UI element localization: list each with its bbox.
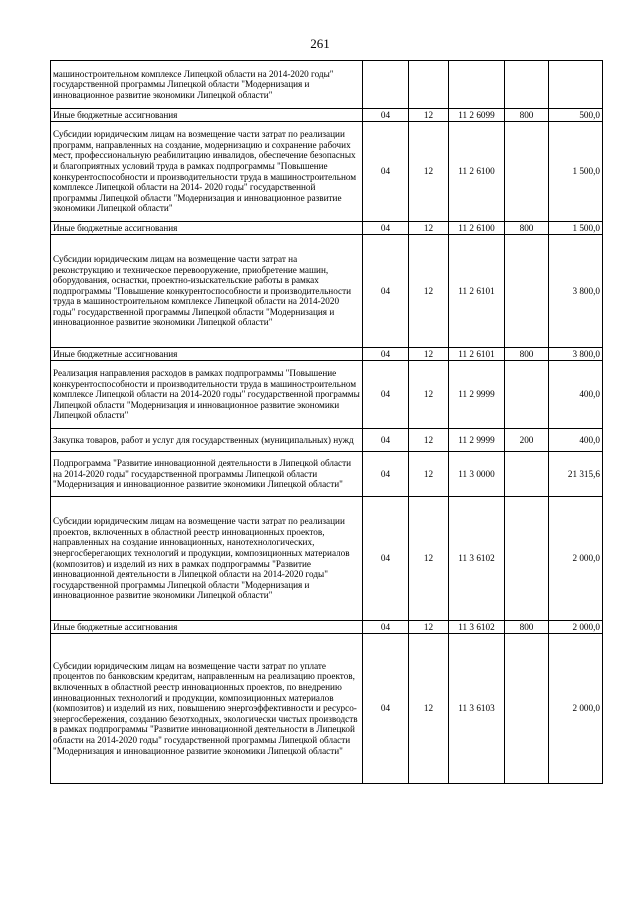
table-row [51,634,603,784]
expense-type-cell: 800 [505,621,549,634]
table-row [51,429,603,452]
target-article-cell: 11 2 6100 [449,222,505,235]
expense-name-cell: Иные бюджетные ассигнования [51,222,363,235]
subsection-code-cell: 12 [409,429,449,452]
amount-cell: 1 500,0 [549,122,603,222]
expense-name-cell: Иные бюджетные ассигнования [51,348,363,361]
table-row [51,452,603,497]
section-code-cell: 04 [363,109,409,122]
target-article-cell: 11 2 6100 [449,122,505,222]
target-article-cell: 11 2 9999 [449,429,505,452]
subsection-code-cell: 12 [409,621,449,634]
table-row [51,361,603,429]
expense-name-cell: Субсидии юридическим лицам на возмещение части затрат по реализации программ, направленных на создание, модернизацию и сохранение рабочих мест, профессиональную реабилитацию инвалидов, обеспечение безопасных и благоприятных условий труда в рамках подпрограммы "Повышение конкурентоспособности и производительности труда в машиностроительном комплексе Липецкой области на 2014- 2020 годы" государственной программы Липецкой области "Модернизация и инновационное развитие экономики Липецкой области" [51,122,363,222]
table-row [51,621,603,634]
subsection-code-cell: 12 [409,634,449,784]
section-code-cell: 04 [363,621,409,634]
target-article-cell: 11 2 6101 [449,235,505,348]
table-row [51,222,603,235]
expense-type-cell [505,235,549,348]
table-row [51,61,603,109]
amount-cell: 500,0 [549,109,603,122]
amount-cell: 3 800,0 [549,348,603,361]
expense-type-cell [505,122,549,222]
expense-type-cell: 800 [505,222,549,235]
target-article-cell [449,61,505,109]
expense-type-cell [505,361,549,429]
table-row [51,109,603,122]
amount-cell: 1 500,0 [549,222,603,235]
expense-type-cell: 200 [505,429,549,452]
amount-cell: 2 000,0 [549,621,603,634]
section-code-cell: 04 [363,122,409,222]
target-article-cell: 11 3 6102 [449,621,505,634]
subsection-code-cell: 12 [409,348,449,361]
subsection-code-cell: 12 [409,109,449,122]
table-row [51,122,603,222]
expense-name-cell: Закупка товаров, работ и услуг для государственных (муниципальных) нужд [51,429,363,452]
target-article-cell: 11 2 9999 [449,361,505,429]
table-row [51,348,603,361]
subsection-code-cell: 12 [409,122,449,222]
expense-type-cell [505,497,549,621]
amount-cell: 400,0 [549,429,603,452]
budget-table-body [51,61,603,784]
table-row [51,235,603,348]
expense-name-cell: машиностроительном комплексе Липецкой области на 2014-2020 годы" государственной программы Липецкой области "Модернизация и инновационное развитие экономики Липецкой области" [51,61,363,109]
amount-cell: 21 315,6 [549,452,603,497]
expense-name-cell: Иные бюджетные ассигнования [51,109,363,122]
section-code-cell: 04 [363,361,409,429]
expense-name-cell: Реализация направления расходов в рамках подпрограммы "Повышение конкурентоспособности и производительности труда в машиностроительном комплексе Липецкой области на 2014-2020 годы" государственной программы Липецкой области "Модернизация и инновационное развитие экономики Липецкой области" [51,361,363,429]
expense-type-cell: 800 [505,348,549,361]
section-code-cell: 04 [363,497,409,621]
expense-name-cell: Подпрограмма "Развитие инновационной деятельности в Липецкой области на 2014-2020 годы" государственной программы Липецкой области "Модернизация и инновационное развитие экономики Липецкой области" [51,452,363,497]
expense-name-cell: Субсидии юридическим лицам на возмещение части затрат по реализации проектов, включенных в областной реестр инновационных проектов, направленных на создание инновационных, нанотехнологических, энергосберегающих технологий и продукции, композиционных материалов (композитов) и изделий из них в рамках подпрограммы "Развитие инновационной деятельности в Липецкой области на 2014-2020 годы" государственной программы Липецкой области "Модернизация и инновационное развитие экономики Липецкой области" [51,497,363,621]
section-code-cell [363,61,409,109]
expense-type-cell [505,61,549,109]
section-code-cell: 04 [363,222,409,235]
amount-cell [549,61,603,109]
amount-cell: 3 800,0 [549,235,603,348]
subsection-code-cell: 12 [409,497,449,621]
expense-type-cell [505,452,549,497]
page-number: 261 [310,36,330,51]
expense-type-cell: 800 [505,109,549,122]
subsection-code-cell: 12 [409,361,449,429]
target-article-cell: 11 2 6101 [449,348,505,361]
expense-name-cell: Субсидии юридическим лицам на возмещение части затрат по уплате процентов по банковским кредитам, направленным на реализацию проектов, включенных в областной реестр инновационных проектов, по внедрению инновационных технологий и продукции, композиционных материалов (композитов) и изделий из них, повышению энергоэффективности и ресурсо-энергосбережения, созданию безотходных, экологически чистых производств в рамках подпрограммы "Развитие инновационной деятельности в Липецкой области на 2014-2020 годы" государственной программы Липецкой области "Модернизация и инновационное развитие экономики Липецкой области" [51,634,363,784]
section-code-cell: 04 [363,634,409,784]
expense-name-cell: Субсидии юридическим лицам на возмещение части затрат на реконструкцию и техническое перевооружение, приобретение машин, оборудования, оснастки, проектно-изыскательские работы в рамках подпрограммы "Повышение конкурентоспособности и производительности труда в машиностроительном комплексе Липецкой области на 2014-2020 годы" государственной программы Липецкой области "Модернизация и инновационное развитие экономики Липецкой области" [51,235,363,348]
amount-cell: 2 000,0 [549,634,603,784]
amount-cell: 2 000,0 [549,497,603,621]
section-code-cell: 04 [363,452,409,497]
section-code-cell: 04 [363,429,409,452]
target-article-cell: 11 3 6103 [449,634,505,784]
section-code-cell: 04 [363,235,409,348]
amount-cell: 400,0 [549,361,603,429]
subsection-code-cell: 12 [409,452,449,497]
subsection-code-cell: 12 [409,222,449,235]
budget-table [50,60,603,784]
expense-name-cell: Иные бюджетные ассигнования [51,621,363,634]
expense-type-cell [505,634,549,784]
section-code-cell: 04 [363,348,409,361]
subsection-code-cell [409,61,449,109]
table-row [51,497,603,621]
subsection-code-cell: 12 [409,235,449,348]
target-article-cell: 11 3 0000 [449,452,505,497]
target-article-cell: 11 2 6099 [449,109,505,122]
target-article-cell: 11 3 6102 [449,497,505,621]
